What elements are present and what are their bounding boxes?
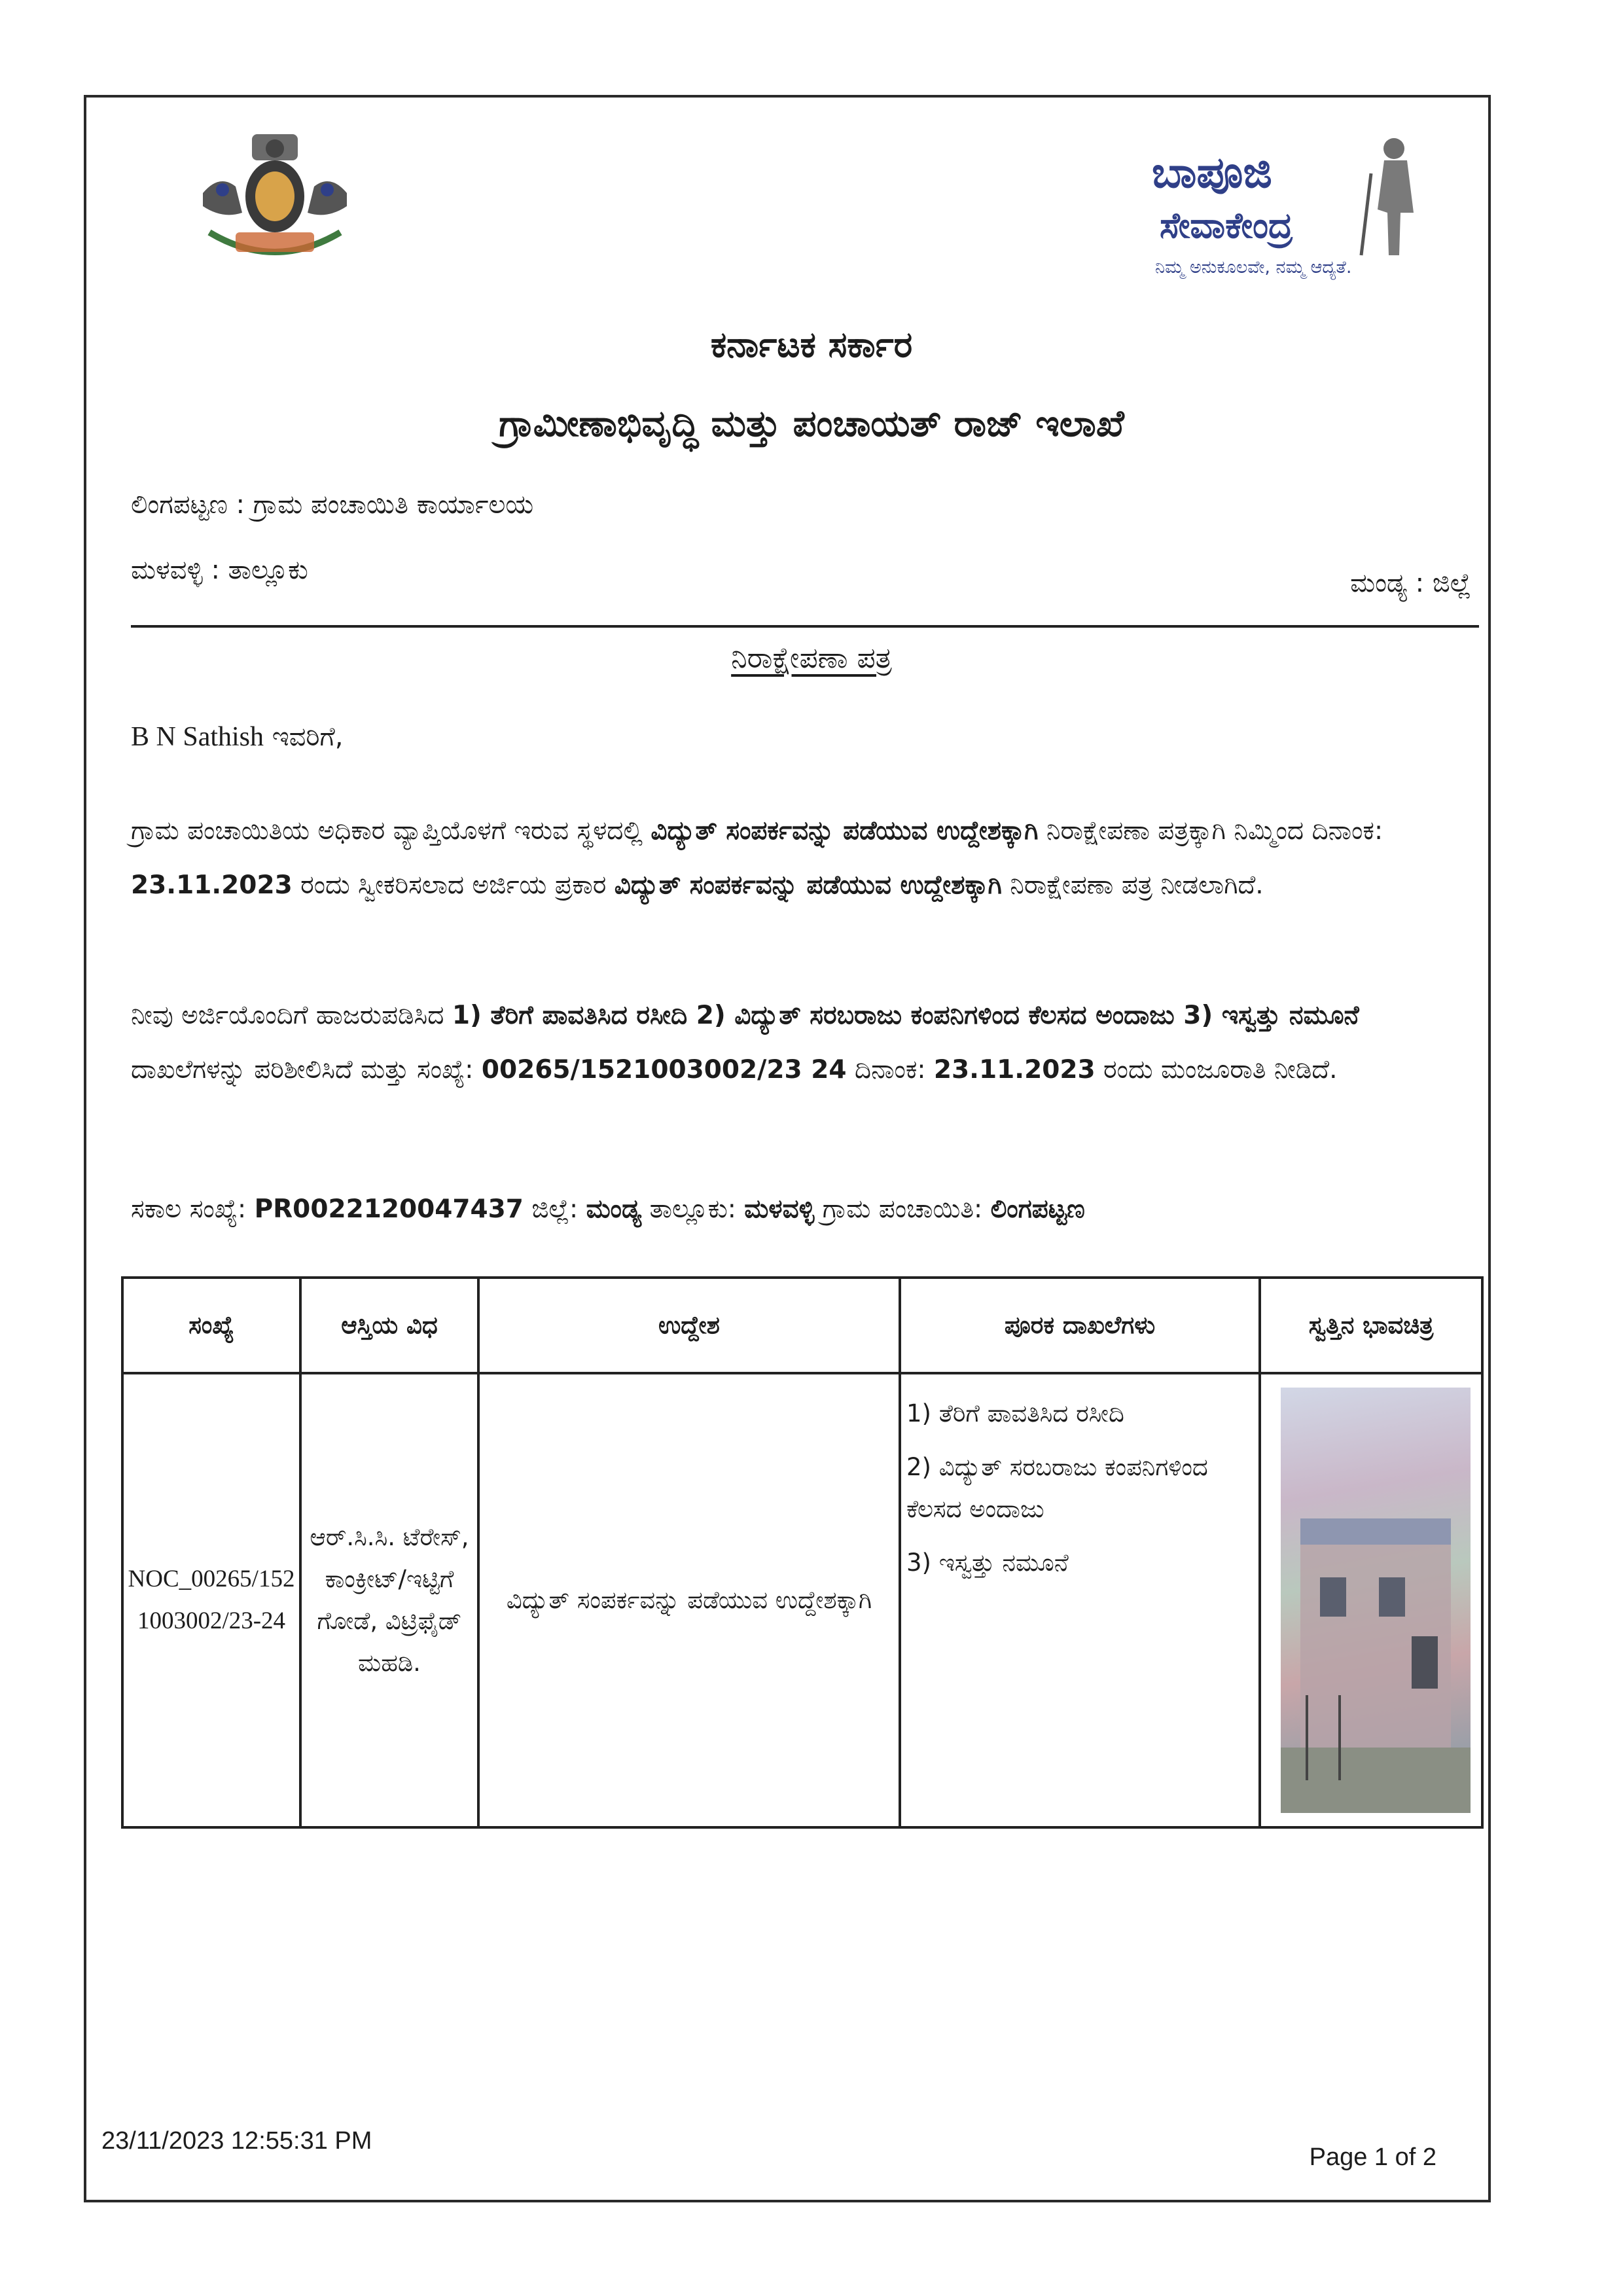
document-item: 2) ವಿದ್ಯುತ್ ಸರಬರಾಜು ಕಂಪನಿಗಳಿಂದ ಕೆಲಸದ ಅಂದಾಜು — [906, 1453, 1208, 1523]
p1-d: ರಂದು ಸ್ವೀಕರಿಸಲಾದ ಅರ್ಜಿಯ ಪ್ರಕಾರ — [292, 870, 615, 900]
header-documents: ಪೂರಕ ದಾಖಲೆಗಳು — [900, 1278, 1260, 1373]
footer-page-number: Page 1 of 2 — [1309, 2144, 1436, 2171]
document-title — [0, 641, 1623, 675]
bapuji-tagline: ನಿಮ್ಮ ಅನುಕೂಲವೇ, ನಮ್ಮ ಆದ್ಯತೆ. — [1155, 257, 1352, 278]
karnataka-emblem-icon — [190, 134, 360, 275]
p2-c: ದಾಖಲೆಗಳನ್ನು ಪರಿಶೀಲಿಸಿದೆ ಮತ್ತು ಸಂಖ್ಯೆ: — [131, 1055, 482, 1085]
cell-documents — [900, 1373, 1260, 1827]
sakala-label: ಸಕಾಲ ಸಂಖ್ಯೆ: — [131, 1194, 255, 1224]
gandhi-figure-icon — [1348, 134, 1440, 259]
department-heading: ಗ್ರಾಮೀಣಾಭಿವೃದ್ಧಿ ಮತ್ತು ಪಂಚಾಯತ್ ರಾಜ್ ಇಲಾಖೆ — [499, 403, 1124, 445]
sakala-line — [131, 1190, 1085, 1229]
header-photo: ಸ್ವತ್ತಿನ ಭಾವಚಿತ್ರ — [1260, 1278, 1482, 1373]
cell-photo — [1260, 1373, 1482, 1827]
recipient-name: B N Sathish — [131, 722, 264, 752]
property-photo — [1281, 1388, 1471, 1813]
taluk-line: ಮಳವಳ್ಳಿ : ತಾಲ್ಲೂಕು — [131, 555, 308, 585]
bapuji-subtitle: ಸೇವಾಕೇಂದ್ರ — [1160, 205, 1293, 246]
salutation — [131, 721, 344, 753]
noc-table — [121, 1276, 1484, 1829]
salutation-suffix: ಇವರಿಗೆ, — [264, 722, 344, 752]
bapuji-logo — [1152, 134, 1427, 291]
p1-date: 23.11.2023 — [131, 870, 293, 900]
cell-noc-number: NOC_00265/1521003002/23-24 — [122, 1373, 300, 1827]
sakala-taluk-label: ತಾಲ್ಲೂಕು: — [641, 1194, 745, 1224]
sakala-district: ಮಂಡ್ಯ — [586, 1194, 642, 1224]
sakala-number: PR0022120047437 — [254, 1194, 524, 1224]
document-item: 3) ಇಸ್ವತ್ತು ನಮೂನೆ — [906, 1549, 1069, 1577]
p1-b: ವಿದ್ಯುತ್ ಸಂಪರ್ಕವನ್ನು ಪಡೆಯುವ ಉದ್ದೇಶಕ್ಕಾಗಿ — [651, 816, 1039, 846]
table-header-row — [122, 1278, 1482, 1373]
bapuji-title: ಬಾಪೂಜಿ — [1152, 147, 1272, 198]
header-divider — [131, 625, 1479, 628]
p2-b: 1) ತೆರಿಗೆ ಪಾವತಿಸಿದ ರಸೀದಿ 2) ವಿದ್ಯುತ್ ಸರಬರಾಜು ಕಂಪನಿಗಳಿಂದ ಕೆಲಸದ ಅಂದಾಜು 3) ಇಸ್ವತ್ತು ನಮೂನೆ — [452, 1001, 1359, 1030]
government-heading: ಕರ್ನಾಟಕ ಸರ್ಕಾರ — [710, 324, 913, 365]
district-line: ಮಂಡ್ಯ : ಜಿಲ್ಲೆ — [1350, 568, 1471, 598]
p2-d: ದಿನಾಂಕ: — [846, 1055, 934, 1085]
header-property-type: ಆಸ್ತಿಯ ವಿಧ — [300, 1278, 478, 1373]
building-sketch — [1281, 1388, 1471, 1813]
p2-e: ರಂದು ಮಂಜೂರಾತಿ ನೀಡಿದೆ. — [1095, 1055, 1338, 1085]
header-purpose: ಉದ್ದೇಶ — [478, 1278, 900, 1373]
sakala-taluk: ಮಳವಳ್ಳಿ — [744, 1194, 815, 1224]
p1-c: ನಿರಾಕ್ಷೇಪಣಾ ಪತ್ರಕ್ಕಾಗಿ ನಿಮ್ಮಿಂದ ದಿನಾಂಕ: — [1038, 816, 1383, 846]
header-number: ಸಂಖ್ಯೆ — [122, 1278, 300, 1373]
sakala-district-label: ಜಿಲ್ಲೆ: — [523, 1194, 586, 1224]
p1-f: ನಿರಾಕ್ಷೇಪಣಾ ಪತ್ರ ನೀಡಲಾಗಿದೆ. — [1001, 870, 1264, 900]
paragraph-1 — [131, 804, 1472, 912]
document-title-text: ನಿರಾಕ್ಷೇಪಣಾ ಪತ್ರ — [731, 641, 892, 675]
cell-property-type: ಆರ್.ಸಿ.ಸಿ. ಟೆರೇಸ್, ಕಾಂಕ್ರೀಟ್/ಇಟ್ಟಿಗೆ ಗೋಡೆ, ವಿಟ್ರಿಫೈಡ್ ಮಹಡಿ. — [300, 1373, 478, 1827]
paragraph-2 — [131, 988, 1472, 1097]
document-item: 1) ತೆರಿಗೆ ಪಾವತಿಸಿದ ರಸೀದಿ — [906, 1399, 1124, 1427]
p1-a: ಗ್ರಾಮ ಪಂಚಾಯಿತಿಯ ಅಧಿಕಾರ ವ್ಯಾಪ್ತಿಯೊಳಗೆ ಇರುವ ಸ್ಥಳದಲ್ಲಿ — [131, 816, 651, 846]
office-line: ಲಿಂಗಪಟ್ಟಣ : ಗ್ರಾಮ ಪಂಚಾಯಿತಿ ಕಾರ್ಯಾಲಯ — [131, 490, 534, 520]
table-row — [122, 1373, 1482, 1827]
footer-timestamp: 23/11/2023 12:55:31 PM — [101, 2127, 372, 2155]
p1-e: ವಿದ್ಯುತ್ ಸಂಪರ್ಕವನ್ನು ಪಡೆಯುವ ಉದ್ದೇಶಕ್ಕಾಗಿ — [614, 870, 1002, 900]
cell-purpose: ವಿದ್ಯುತ್ ಸಂಪರ್ಕವನ್ನು ಪಡೆಯುವ ಉದ್ದೇಶಕ್ಕಾಗಿ — [478, 1373, 900, 1827]
p2-number: 00265/1521003002/23 24 — [481, 1055, 847, 1085]
sakala-gp: ಲಿಂಗಪಟ್ಟಣ — [990, 1194, 1085, 1224]
p2-a: ನೀವು ಅರ್ಜಿಯೊಂದಿಗೆ ಹಾಜರುಪಡಿಸಿದ — [131, 1001, 452, 1030]
p2-date: 23.11.2023 — [933, 1055, 1096, 1085]
sakala-gp-label: ಗ್ರಾಮ ಪಂಚಾಯಿತಿ: — [814, 1194, 991, 1224]
